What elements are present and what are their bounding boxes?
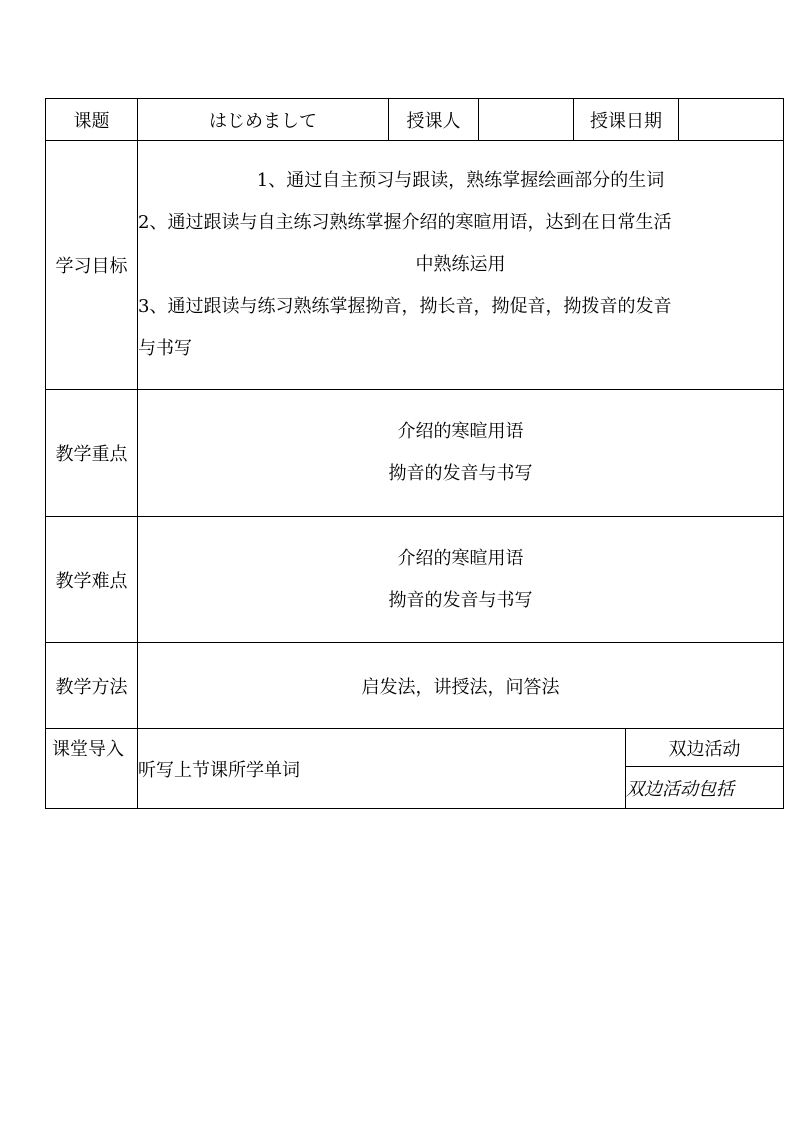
teacher-value xyxy=(479,99,574,141)
methods-row xyxy=(46,643,784,729)
teacher-label: 授课人 xyxy=(389,99,479,141)
objectives-content xyxy=(138,141,784,390)
intro-row-top xyxy=(46,729,784,767)
key-points-label: 教学重点 xyxy=(46,390,138,517)
objective-line: 2、通过跟读与自主练习熟练掌握介绍的寒暄用语，达到在日常生活 xyxy=(138,212,672,233)
topic-label: 课题 xyxy=(46,99,138,141)
date-label: 授课日期 xyxy=(574,99,679,141)
activity-value: 双边活动包括 xyxy=(626,767,784,809)
difficulties-content xyxy=(138,517,784,643)
key-point-line: 介绍的寒暄用语 xyxy=(397,421,524,442)
objective-line: 3、通过跟读与练习熟练掌握拗音，拗长音，拗促音，拗拨音的发音 xyxy=(138,296,672,317)
activity-header: 双边活动 xyxy=(626,729,784,767)
objective-line: 1、通过自主预习与跟读，熟练掌握绘画部分的生词 xyxy=(256,170,665,191)
objective-line: 中熟练运用 xyxy=(415,254,506,275)
difficulty-line: 拗音的发音与书写 xyxy=(388,589,533,611)
methods-value: 启发法，讲授法，问答法 xyxy=(138,643,784,729)
date-value xyxy=(679,99,784,141)
topic-value: はじめまして xyxy=(138,99,389,141)
difficulty-line: 介绍的寒暄用语 xyxy=(397,547,524,569)
header-row xyxy=(46,99,784,141)
key-points-content xyxy=(138,390,784,517)
intro-value: 听写上节课所学单词 xyxy=(138,729,626,809)
difficulties-row xyxy=(46,517,784,643)
objectives-row xyxy=(46,141,784,390)
intro-label: 课堂导入 xyxy=(46,729,138,809)
difficulties-label: 教学难点 xyxy=(46,517,138,643)
methods-label: 教学方法 xyxy=(46,643,138,729)
objectives-label: 学习目标 xyxy=(46,141,138,390)
lesson-plan-table xyxy=(45,98,784,809)
objective-line: 与书写 xyxy=(138,338,192,359)
key-points-row xyxy=(46,390,784,517)
key-point-line: 拗音的发音与书写 xyxy=(388,463,533,484)
